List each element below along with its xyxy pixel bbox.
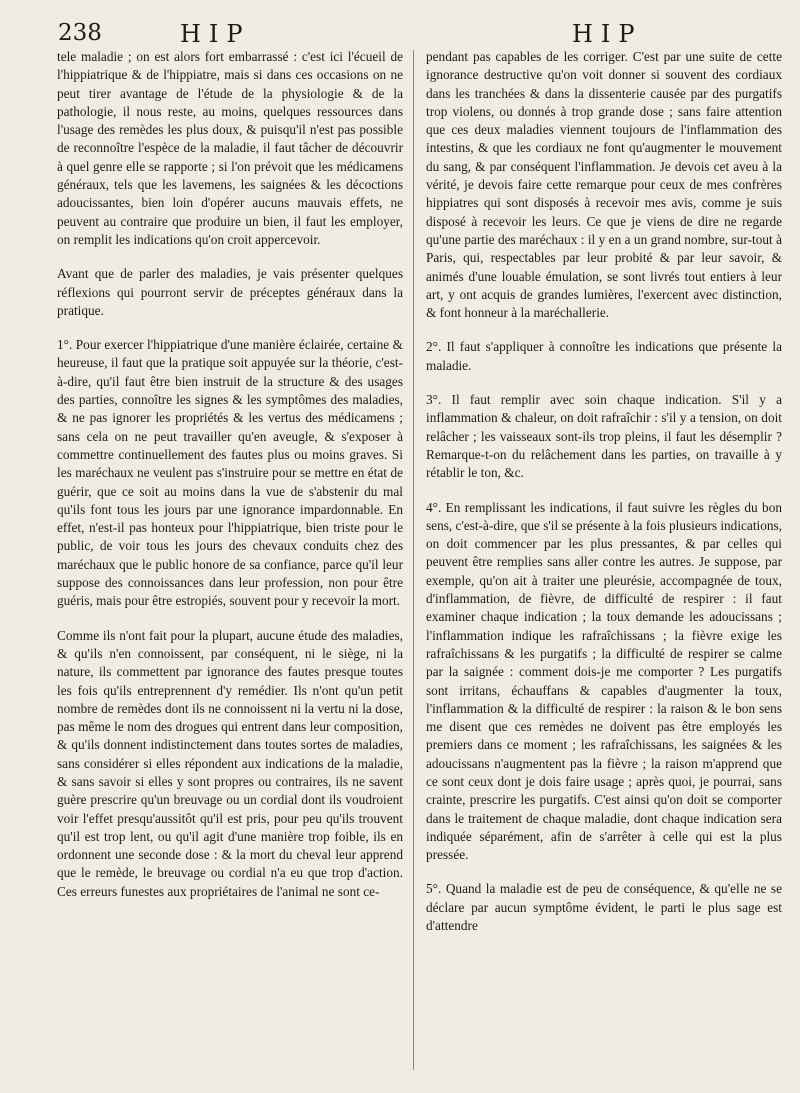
running-head-left: HIP xyxy=(180,20,251,48)
running-header xyxy=(0,10,800,50)
paragraph: pendant pas capables de les corriger. C'est par une suite de cette ignorance destructive qu'on voit donner si souvent des cordiaux dans les tranchées & dans la dissenterie causée par des purgatifs trop violens, ou donnés à trop grande dose ; sans faire attention que ces deux maladies viennent toujours de l'inflammation des intestins, & que les cordiaux ne font qu'augmenter le mouvement du sang, & par conséquent l'inflammation. Je devois cet aveu à la vérité, je devois faire cette remarque pour ceux de mes confrères hippiatres qui sont disposés à recevoir mes avis, comme je suis disposé à recevoir les leurs. Ce que je viens de dire ne regarde qu'une partie des maréchaux : il y en a un grand nombre, sur-tout à Paris, qui, respectables par leur probité & par leur savoir, & animés d'une louable émulation, se sont livrés tout entiers à leur art, y ont acquis de grandes lumières, l'exercent avec distinction, & font honneur à la maréchallerie. xyxy=(426,49,782,321)
column-divider xyxy=(413,50,414,1070)
paragraph: Avant que de parler des maladies, je vais présenter quelques réflexions qui pourront servir de préceptes généraux dans la pratique. xyxy=(57,266,403,318)
paragraph: 1°. Pour exercer l'hippiatrique d'une manière éclairée, certaine & heureuse, il faut que la pratique soit appuyée sur la théorie, c'est-à-dire, qu'il faut être bien instruit de la structure & des usages des parties, connoître les signes & les symptômes des maladies, & ne pas ignorer les propriétés & les vertus des médicamens ; sans cela on ne peut travailler qu'en aveugle, & s'exposer à commettre continuellement des fautes plus ou moins graves. Si les maréchaux ne veulent pas s'instruire pour se mettre en état de guérir, que ce soit au moins dans la vue de s'abstenir du mal qu'ils font tous les jours par une ignorance impardonnable. En effet, n'est-il pas honteux pour l'hippiatrique, bien triste pour le public, de voir tous les jours des chevaux conduits chez des maréchaux que le public honore de sa confiance, parce qu'il leur suppose des connoissances dans leur profession, non pour être guéris, mais pour être estropiés, souvent pour y recevoir la mort. xyxy=(57,337,403,609)
page-number: 238 xyxy=(58,20,102,46)
paragraph: 3°. Il faut remplir avec soin chaque indication. S'il y a inflammation & chaleur, on doit rafraîchir : s'il y a tension, on doit relâcher ; les vaisseaux sont-ils trop pleins, il faut les désemplir ? Remarque-t-on du relâchement dans les parties, on travaille à y rétablir le ton, &c. xyxy=(426,392,782,481)
paragraph: 5°. Quand la maladie est de peu de conséquence, & qu'elle ne se déclare par aucun symptôme évident, le parti le plus sage est d'attendre xyxy=(426,881,782,934)
paragraph: 2°. Il faut s'appliquer à connoître les indications que présente la maladie. xyxy=(426,339,782,373)
right-column xyxy=(426,48,782,935)
left-column xyxy=(57,48,403,901)
paragraph: Comme ils n'ont fait pour la plupart, aucune étude des maladies, & qu'ils n'en connoissent, par conséquent, ni le siège, ni la nature, ils commettent par ignorance des fautes presque toutes les fois qu'ils entreprennent d'y remédier. Ils n'ont qu'un petit nombre de remèdes dont ils ne connoissent ni la vertu ni la dose, pas même le nom des drogues qui entrent dans leur composition, & qu'ils donnent indistinctement dans toutes sortes de maladies, sans considérer si elles répondent aux indications de la maladie, & sans savoir si elles y sont propres ou contraires, ils ne savent guère prescrire qu'un breuvage ou un cordial dont ils voudroient voir l'effet presqu'aussitôt qu'il est pris, pour peu qu'ils trouvent qu'il est trop lent, ou qu'il agit d'une manière trop foible, ils en ordonnent une seconde dose : & la mort du cheval leur apprend que le remède, le breuvage ou cordial n'a eu que trop d'action. Ces erreurs funestes aux propriétaires de l'animal ne sont ce- xyxy=(57,627,403,899)
paragraph: 4°. En remplissant les indications, il faut suivre les règles du bon sens, c'est-à-dire, que s'il se présente à la fois plusieurs indications, on doit commencer par les plus pressantes, & par celles qui peuvent être remplies sans aller contre les autres. Je suppose, par exemple, qu'on ait à traiter une pleurésie, accompagnée de toux, d'inflammation, de fièvre, de difficulté de respirer : il faut examiner chaque indication ; la toux demande les adoucissans ; l'inflammation indique les rafraîchissans ; la fièvre exige les rafraîchissans & les purgatifs ; la difficulté de respirer se calme par la saignée : comment dois-je me comporter ? Les purgatifs sont irritans, échauffans & capables d'augmenter la toux, l'inflammation & la difficulté de respirer : la raison & le bon sens me disent que ces remèdes ne doivent pas être employés les premiers dans ce moment ; les rafraîchissans, les saignées & les adoucissans n'augmentent pas la fièvre ; la raison m'apprend que ce sont ceux dont je dois faire usage ; après quoi, je pourrai, sans crainte, prescrire les purgatifs. C'est ainsi qu'on doit se comporter dans le traitement de chaque maladie, dont chaque indication sera indiquée séparément, afin de s'arrêter à celle qui est la plus pressée. xyxy=(426,499,782,863)
paragraph: tele maladie ; on est alors fort embarrassé : c'est ici l'écueil de l'hippiatrique & de l'hippiatre, mais si dans ces occasions on ne peut tirer avantage de l'étude de la physiologie & de la pathologie, il nous reste, au moins, quelques ressources dans l'usage des remèdes les plus doux, & puisqu'il n'est pas possible de reconnoître l'espèce de la maladie, il faut tâcher de découvrir à quel genre elle se rapporte ; si l'on prévoit que les médicamens généraux, tels que les lavemens, les saignées & les décoctions adoucissantes, bien loin d'opérer aucuns mauvais effets, ne peuvent au contraire que produire un bien, il faut les employer, on remplit les indications qu'on croit appercevoir. xyxy=(57,49,403,247)
running-head-right: HIP xyxy=(572,20,643,48)
